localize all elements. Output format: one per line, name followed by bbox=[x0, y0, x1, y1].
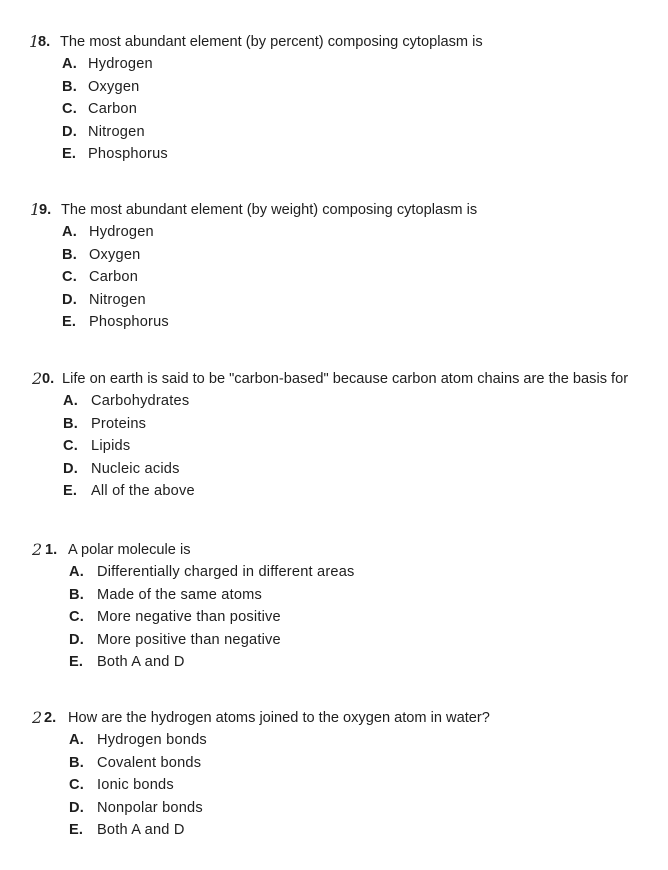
question-number: 0. bbox=[42, 371, 55, 387]
option-letter: C. bbox=[62, 269, 77, 285]
question-text: How are the hydrogen atoms joined to the oxygen atom in water? bbox=[68, 710, 490, 726]
option-letter: E. bbox=[62, 146, 77, 162]
option-letter: A. bbox=[62, 224, 77, 240]
option-letter: D. bbox=[62, 123, 77, 140]
option-text: Phosphorus bbox=[89, 314, 169, 330]
option-text: Hydrogen bonds bbox=[97, 732, 207, 748]
option-text: Differentially charged in different areas bbox=[97, 564, 355, 580]
option-text: More positive than negative bbox=[97, 631, 281, 648]
option-text: Oxygen bbox=[89, 246, 141, 263]
option-letter: B. bbox=[62, 246, 77, 263]
question-number: 8. bbox=[38, 34, 51, 50]
option-text: Phosphorus bbox=[88, 146, 168, 162]
handwritten-digit: 2 bbox=[32, 369, 43, 388]
option-letter: D. bbox=[69, 799, 84, 816]
option-letter: A. bbox=[69, 564, 84, 580]
option-text: Nitrogen bbox=[88, 123, 145, 140]
option-text: All of the above bbox=[91, 483, 195, 499]
handwritten-digit: 2 bbox=[32, 540, 43, 559]
option-text: Both A and D bbox=[97, 822, 185, 838]
handwritten-digit: 2 bbox=[32, 708, 43, 727]
option-letter: E. bbox=[69, 822, 84, 838]
question-text: The most abundant element (by weight) composing cytoplasm is bbox=[61, 202, 478, 218]
option-letter: D. bbox=[69, 631, 84, 648]
question-text: A polar molecule is bbox=[68, 542, 191, 558]
question-text: The most abundant element (by percent) composing cytoplasm is bbox=[60, 34, 483, 50]
option-letter: A. bbox=[69, 732, 84, 748]
option-letter: B. bbox=[63, 415, 78, 432]
option-text: Hydrogen bbox=[89, 224, 154, 240]
option-text: Nonpolar bonds bbox=[97, 799, 203, 816]
handwritten-digit: 1 bbox=[29, 32, 40, 51]
option-text: Lipids bbox=[91, 438, 131, 454]
option-text: Ionic bonds bbox=[97, 777, 174, 793]
question-text: Life on earth is said to be "carbon-based" because carbon atom chains are the basis for bbox=[62, 371, 629, 387]
option-letter: A. bbox=[63, 393, 78, 409]
option-text: Oxygen bbox=[88, 78, 140, 95]
option-letter: B. bbox=[69, 754, 84, 771]
option-text: Nitrogen bbox=[89, 291, 146, 308]
option-text: Carbon bbox=[89, 269, 139, 285]
option-letter: D. bbox=[62, 291, 77, 308]
option-text: Hydrogen bbox=[88, 56, 153, 72]
option-text: Covalent bonds bbox=[97, 754, 202, 771]
option-text: Both A and D bbox=[97, 654, 185, 670]
option-text: More negative than positive bbox=[97, 609, 281, 625]
option-letter: C. bbox=[62, 101, 77, 117]
option-letter: E. bbox=[62, 314, 77, 330]
question-number: 2. bbox=[44, 710, 57, 726]
option-letter: C. bbox=[63, 438, 78, 454]
option-text: Proteins bbox=[91, 415, 147, 432]
option-text: Carbohydrates bbox=[91, 393, 190, 409]
question-number: 9. bbox=[39, 202, 52, 218]
option-text: Made of the same atoms bbox=[97, 586, 263, 603]
option-letter: E. bbox=[63, 483, 78, 499]
option-letter: B. bbox=[62, 78, 77, 95]
option-letter: E. bbox=[69, 654, 84, 670]
option-letter: C. bbox=[69, 609, 84, 625]
option-text: Nucleic acids bbox=[91, 460, 180, 477]
handwritten-digit: 1 bbox=[30, 200, 41, 219]
option-letter: C. bbox=[69, 777, 84, 793]
option-letter: A. bbox=[62, 56, 77, 72]
question-number: 1. bbox=[45, 542, 58, 558]
option-letter: D. bbox=[63, 460, 78, 477]
option-text: Carbon bbox=[88, 101, 138, 117]
option-letter: B. bbox=[69, 586, 84, 603]
